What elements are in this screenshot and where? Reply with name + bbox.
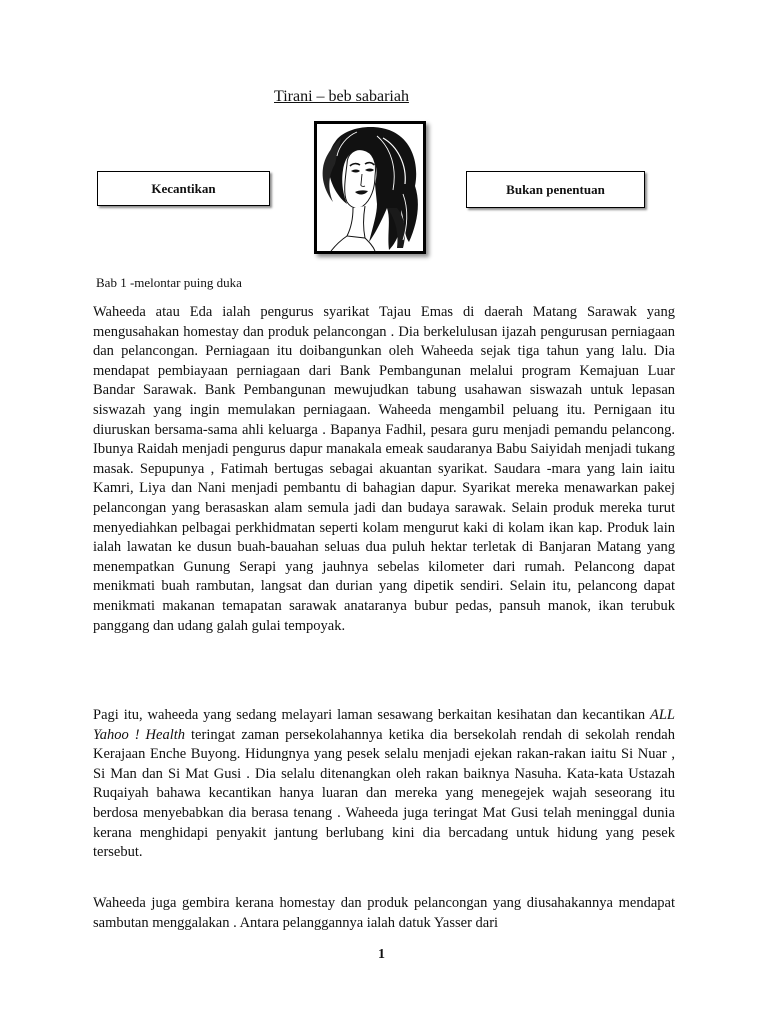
paragraph-2-start: Pagi itu, waheeda yang sedang melayari laman sesawang berkaitan kesihatan dan kecantikan — [93, 707, 650, 723]
label-box-bukan-penentuan — [466, 171, 645, 208]
paragraph-2-italic-website: ALL Yahoo ! Health — [93, 707, 675, 743]
chapter-heading: Bab 1 -melontar puing duka — [96, 275, 242, 290]
paragraph-3: Waheeda juga gembira kerana homestay dan produk pelancongan yang diusahakannya mendapat sambutan menggalakan . Antara pelanggannya ialah datuk Yasser dari — [93, 895, 675, 931]
label-box-kecantikan — [97, 171, 270, 206]
label-box-bukan-penentuan-text: Bukan penentuan — [506, 181, 605, 197]
label-box-kecantikan-text: Kecantikan — [151, 180, 216, 196]
paragraph-1: Waheeda atau Eda ialah pengurus syarikat Tajau Emas di daerah Matang Sarawak yang mengusahakan homestay dan produk pelancongan . Dia berkelulusan ijazah pengurusan perniagaan dan pelancongan. Perniagaan itu doibangunkan oleh Waheeda sejak tiga tahun yang lalu. Dia mendapat pembiayaan perniagaan dari Bank Pembangunan melalui program Kemajuan Luar Bandar Sarawak. Bank Pembangunan mewujudkan tabung usahawan siswazah untuk lepasan siswazah yang ingin memulakan perniagaan. Waheeda mengambil peluang itu. Pernigaan itu diuruskan bersama-sama ahli keluarga . Bapanya Fadhil, pesara guru menjadi pemandu pelancong. Ibunya Raidah menjadi pengurus dapur manakala emeak saudaranya Babu Saiyidah menjadi tukang masak. Sepupunya , Fatimah bertugas sebagai akuantan syarikat. Saudara -mara yang lain iaitu Kamri, Liya dan Nani menjadi pembantu di bahagian dapur. Syarikat mereka menawarkan pakej pelancongan yang berasaskan alam semula jadi dan budaya sarawak. Selain produk mereka turut menyediahkan pelbagai perkhidmatan seperti kolam mengurut kaki di kolam ikan kap. Produk lain ialah lawatan ke dusun buah-bauahan seluas dua puluh hektar terletak di Banjaran Matang yang menempatkan Gunung Serapi yang jauhnya sebelas kilometer dari rumah. Pelancong dapat menikmati buah rambutan, langsat dan durian yang dipetik sendiri. Selain itu, pelancong dapat menikmati makanan temapatan sarawak anataranya bubur pedas, pansuh manok, ikan terubuk panggang dan udang galah gulai tempoyak. — [93, 304, 675, 634]
woman-portrait-icon — [317, 124, 423, 251]
portrait-image — [314, 121, 426, 254]
page-number: 1 — [378, 947, 385, 962]
paragraph-2-end: teringat zaman persekolahannya ketika dia bersekolah rendah di sekolah rendah Kerajaan Enche Buyong. Hidungnya yang pesek selalu menjadi ejekan rakan-rakan iaitu Si Nuar , Si Man dan Si Mat Gusi . Dia selalu ditenangkan oleh rakan baiknya Nasuha. Kata-kata Ustazah Ruqaiyah bahawa kecantikan hanya luaran dan mereka yang menegejek wajah seseorang itu berdosa menyebabkan dia berasa tenang . Waheeda juga teringat Mat Gusi telah meninggal dunia kerana menghidapi penyakit jantung berlubang kini dia bercadang untuk hidung yang pesek tersebut. — [93, 726, 675, 861]
document-title: Tirani – beb sabariah — [274, 88, 409, 105]
paragraph-2 — [93, 706, 675, 863]
